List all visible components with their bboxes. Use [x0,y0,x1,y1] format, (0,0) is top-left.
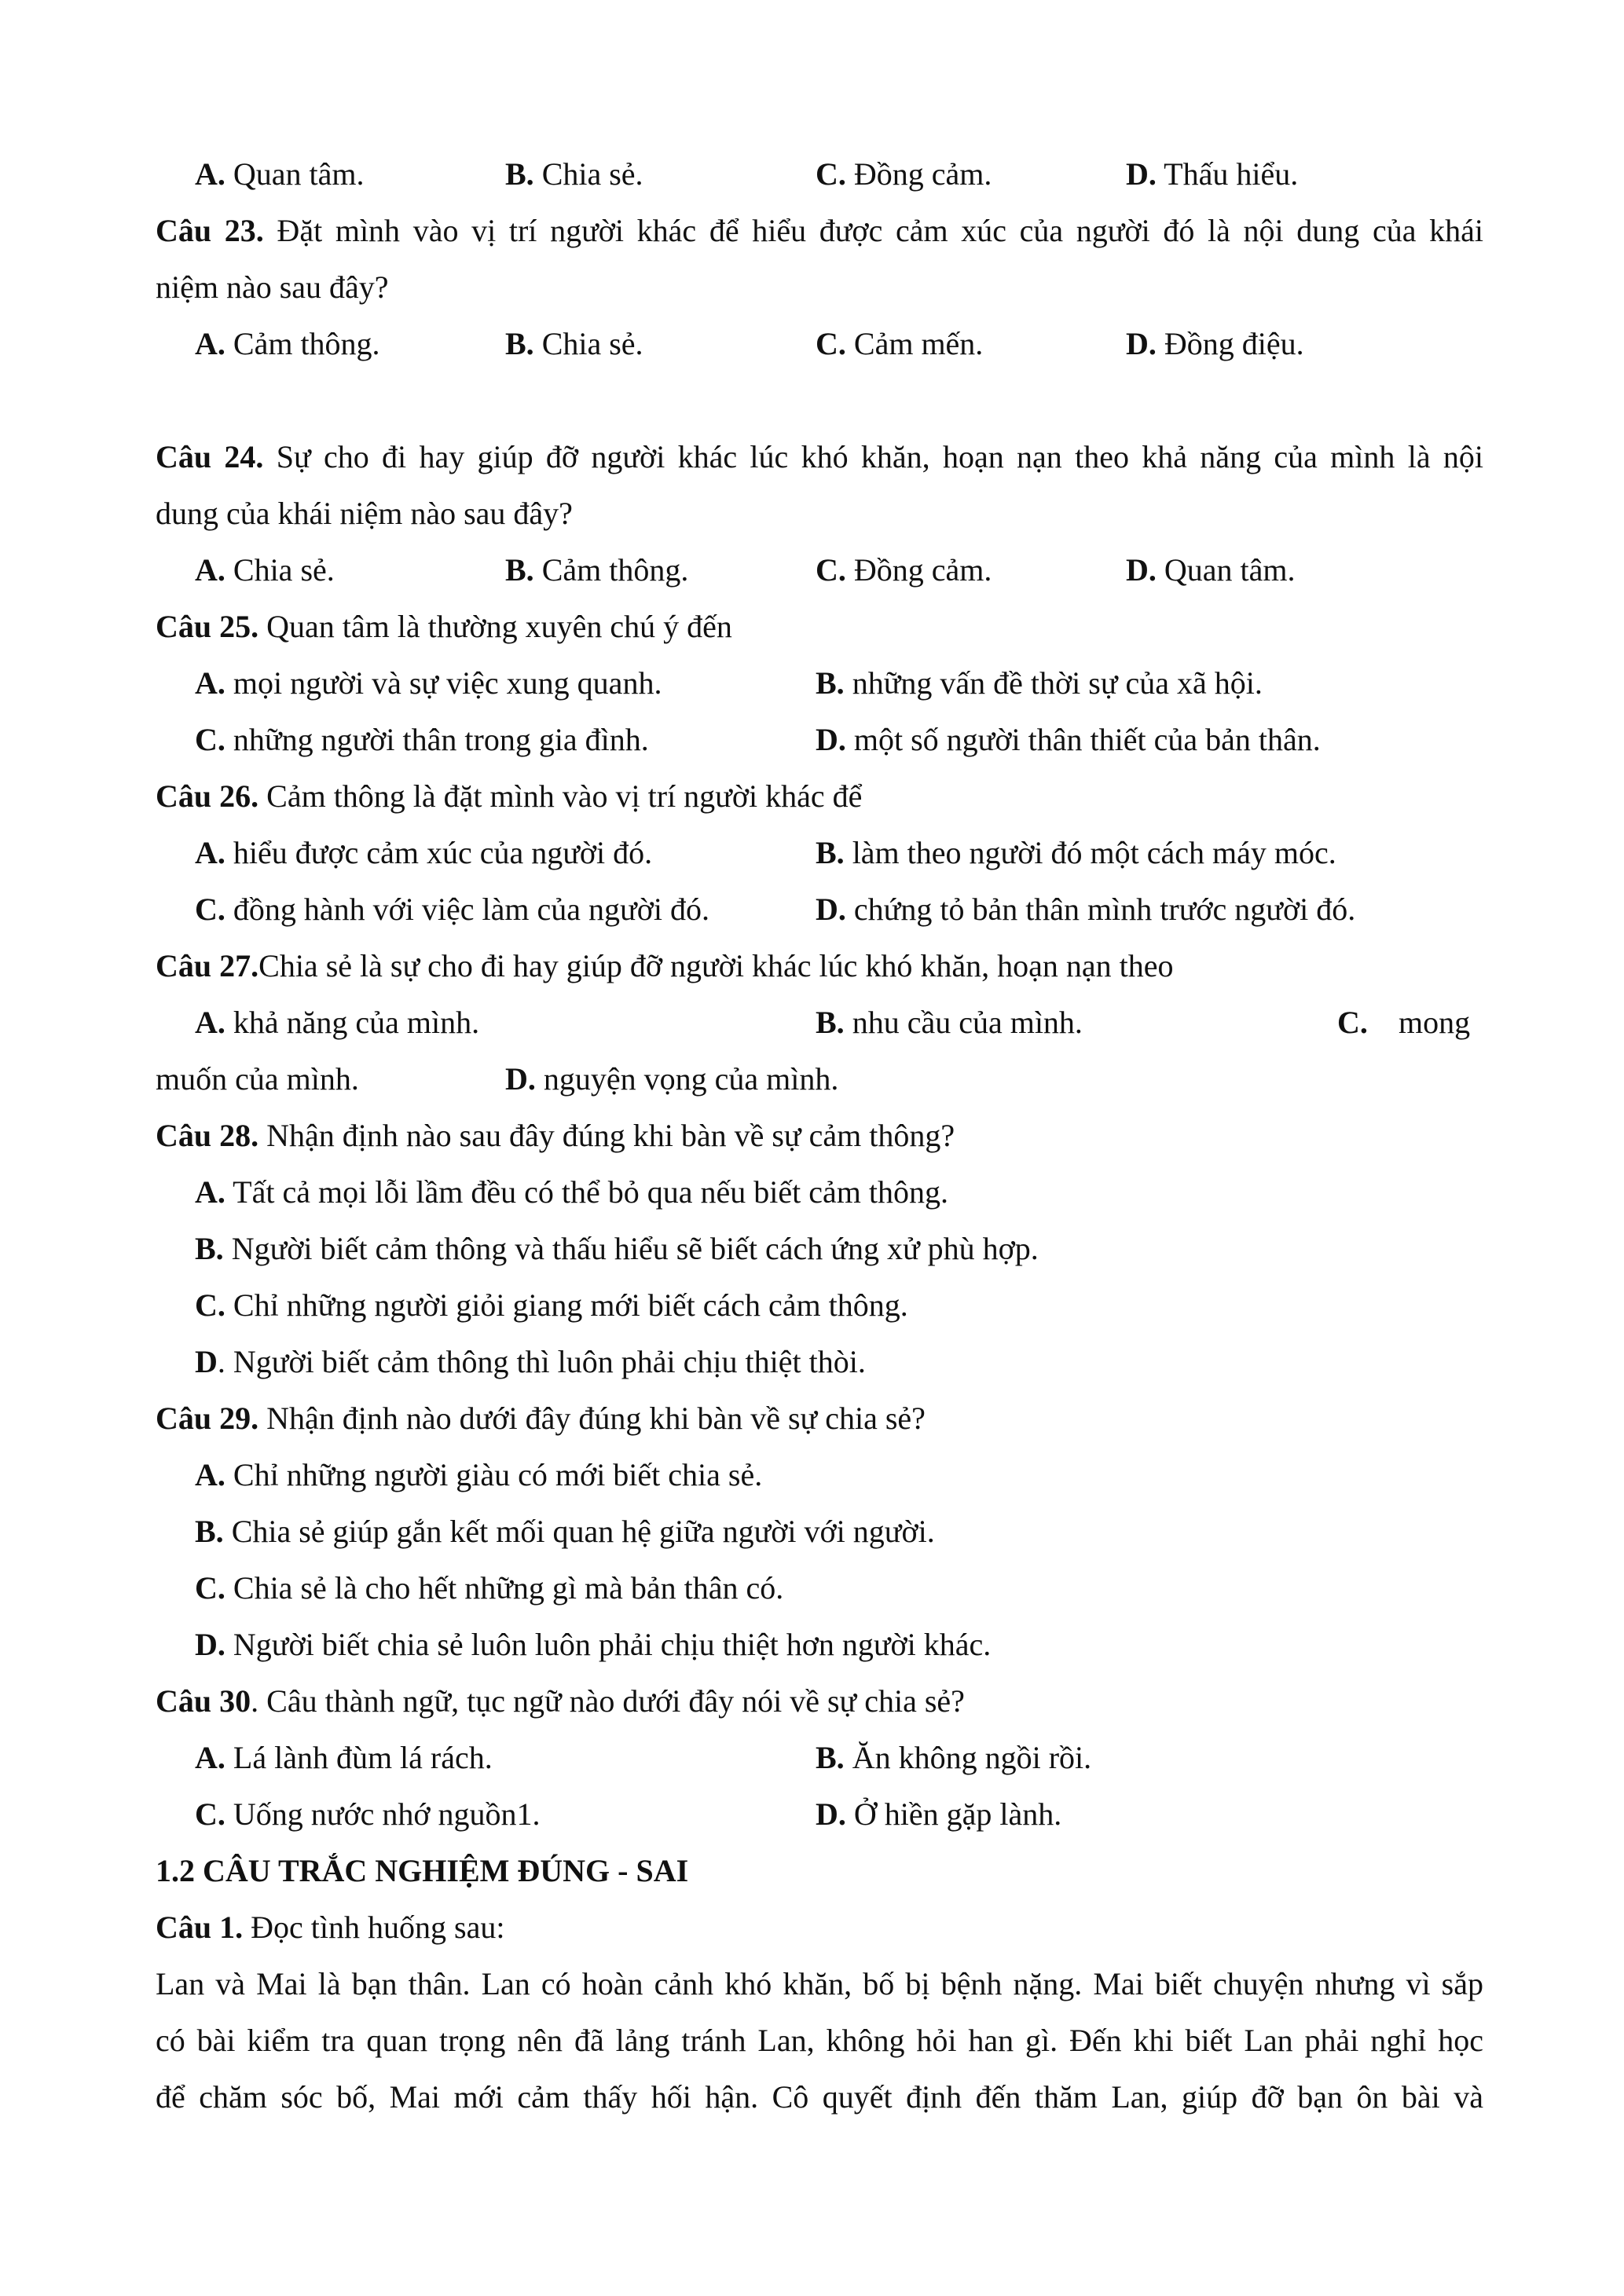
options-row: A. hiểu được cảm xúc của người đó. B. làm theo người đó một cách máy móc. [195,835,1336,870]
option-b: B. Chia sẻ giúp gắn kết mối quan hệ giữa người với người. [195,1514,935,1549]
option-d: D. Thấu hiểu. [1126,156,1299,192]
option-c: C. Chia sẻ là cho hết những gì mà bản thân có. [195,1570,784,1606]
option-b: B. Chia sẻ. [505,156,643,192]
question-27: Câu 27.Chia sẻ là sự cho đi hay giúp đỡ người khác lúc khó khăn, hoạn nạn theo [156,948,1174,983]
question-28: Câu 28. Nhận định nào sau đây đúng khi bàn về sự cảm thông? [156,1118,955,1153]
options-row: A. Chia sẻ. B. Cảm thông. C. Đồng cảm. D. Quan tâm. [195,552,1296,588]
scenario-paragraph: có bài kiểm tra quan trọng nên đã lảng tránh Lan, không hỏi han gì. Đến khi biết Lan phải nghỉ học [156,2023,1483,2058]
option-d: D. Người biết chia sẻ luôn luôn phải chịu thiệt hơn người khác. [195,1627,992,1662]
question-24: Câu 24. Sự cho đi hay giúp đỡ người khác lúc khó khăn, hoạn nạn theo khả năng của mình là nội [156,439,1483,474]
options-row: A. khả năng của mình. B. nhu cầu của mình. C. mong [195,1005,1471,1040]
question-25: Câu 25. Quan tâm là thường xuyên chú ý đến [156,609,732,644]
option-a: A. Tất cả mọi lỗi lầm đều có thể bỏ qua nếu biết cảm thông. [195,1174,949,1210]
option-a: A. Quan tâm. [195,156,365,192]
options-row: muốn của mình. D. nguyện vọng của mình. [156,1061,839,1097]
options-row: A. Cảm thông. B. Chia sẻ. C. Cảm mến. D. Đồng điệu. [195,326,1304,361]
option-b: B. Người biết cảm thông và thấu hiểu sẽ biết cách ứng xử phù hợp. [195,1231,1039,1266]
options-row [0,146,1624,203]
question-23: Câu 23. Đặt mình vào vị trí người khác để hiểu được cảm xúc của người đó là nội dung của khái [156,213,1483,248]
options-row: C. Uống nước nhớ nguồn1. D. Ở hiền gặp lành. [195,1796,1062,1832]
tf-question-1: Câu 1. Đọc tình huống sau: [156,1910,505,1945]
option-c: C. Đồng cảm. [816,156,992,192]
scenario-paragraph: Lan và Mai là bạn thân. Lan có hoàn cảnh khó khăn, bố bị bệnh nặng. Mai biết chuyện nhưng vì sắp [156,1966,1483,2001]
options-row: C. đồng hành với việc làm của người đó. D. chứng tỏ bản thân mình trước người đó. [195,892,1356,927]
option-c: C. Chỉ những người giỏi giang mới biết cách cảm thông. [195,1287,908,1323]
question-26: Câu 26. Cảm thông là đặt mình vào vị trí người khác để [156,778,863,814]
option-d: D. Người biết cảm thông thì luôn phải chịu thiệt thòi. [195,1344,866,1379]
options-row: A. mọi người và sự việc xung quanh. B. những vấn đề thời sự của xã hội. [195,665,1263,701]
question-29: Câu 29. Nhận định nào dưới đây đúng khi bàn về sự chia sẻ? [156,1401,926,1436]
scenario-paragraph: để chăm sóc bố, Mai mới cảm thấy hối hận. Cô quyết định đến thăm Lan, giúp đỡ bạn ôn bài và [156,2079,1483,2115]
section-heading: 1.2 CÂU TRẮC NGHIỆM ĐÚNG - SAI [156,1853,689,1888]
question-30: Câu 30. Câu thành ngữ, tục ngữ nào dưới đây nói về sự chia sẻ? [156,1683,965,1719]
options-row: A. Lá lành đùm lá rách. B. Ăn không ngồi rồi. [195,1740,1092,1775]
question-24-cont: dung của khái niệm nào sau đây? [156,496,573,531]
option-a: A. Chỉ những người giàu có mới biết chia sẻ. [195,1457,763,1492]
options-row: C. những người thân trong gia đình. D. một số người thân thiết của bản thân. [195,722,1321,757]
question-23-cont: niệm nào sau đây? [156,269,389,305]
